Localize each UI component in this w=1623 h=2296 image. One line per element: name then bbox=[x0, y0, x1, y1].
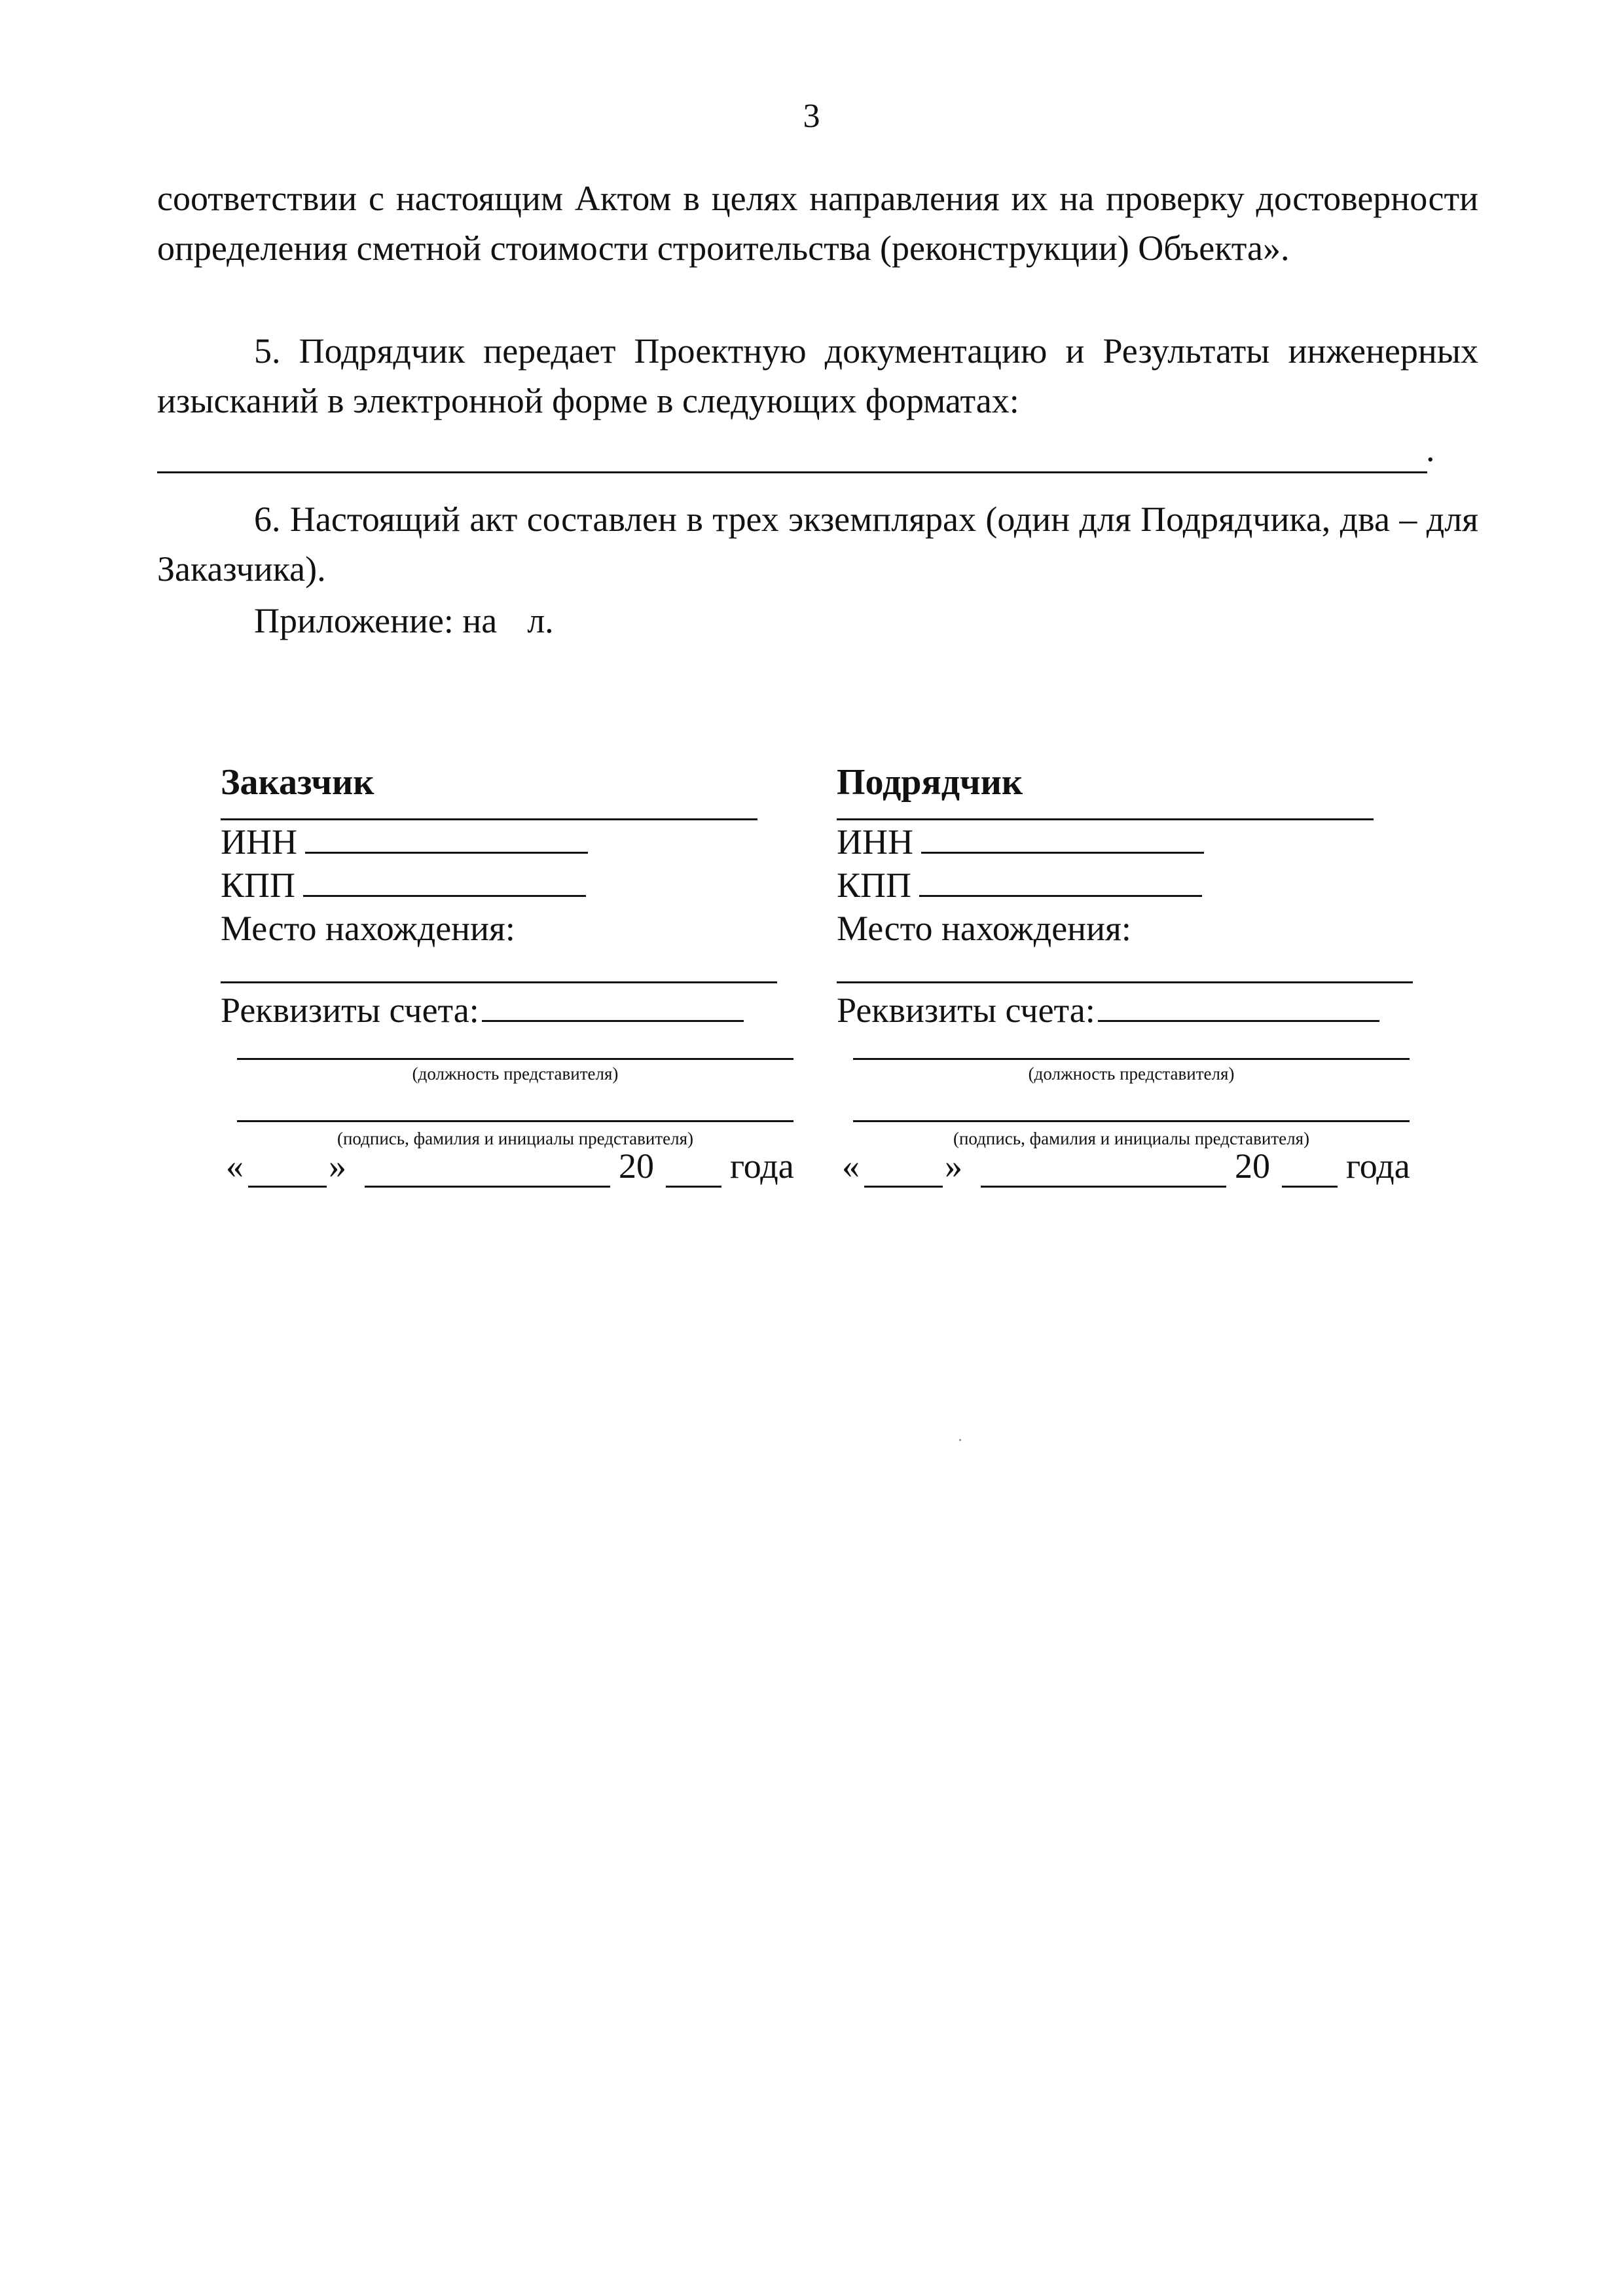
contractor-location-line bbox=[837, 981, 1413, 983]
customer-account-row bbox=[221, 989, 810, 1032]
customer-title: Заказчик bbox=[221, 762, 374, 803]
formats-blank-line bbox=[157, 471, 1427, 473]
paragraph-6: 6. Настоящий акт составлен в трех экземплярах (один для Подрядчика, два – для Заказчика). bbox=[157, 500, 1478, 589]
formats-blank-period: . bbox=[1426, 429, 1435, 469]
contractor-date-open-quote: « bbox=[842, 1146, 860, 1186]
appendix-prefix: Приложение: на bbox=[254, 601, 498, 640]
paragraph-continuation: соответствии с настоящим Актом в целях направления их на проверку достоверности определения сметной стоимости строительства (реконструкции) Объекта». bbox=[157, 179, 1478, 268]
customer-account-line bbox=[482, 991, 744, 1022]
customer-year-suffix: года bbox=[730, 1146, 794, 1186]
customer-inn-row bbox=[221, 820, 810, 864]
customer-kpp-line bbox=[303, 866, 586, 897]
paragraph-5-text: Подрядчик передает Проектную документацию и Результаты инженерных изысканий в электронной форме в следующих форматах: bbox=[157, 331, 1479, 420]
contractor-month-blank bbox=[981, 1159, 1226, 1188]
contractor-kpp-line bbox=[919, 866, 1202, 897]
customer-location-line bbox=[221, 981, 777, 983]
contractor-account-row bbox=[837, 989, 1426, 1032]
contractor-signature-line bbox=[853, 1120, 1410, 1122]
contractor-signature-caption: (подпись, фамилия и инициалы представителя) bbox=[953, 1129, 1309, 1148]
scan-speck bbox=[959, 1439, 961, 1441]
appendix-suffix: л. bbox=[527, 601, 554, 640]
contractor-inn-row bbox=[837, 820, 1426, 864]
contractor-kpp-label: КПП bbox=[837, 866, 912, 905]
contractor-day-blank bbox=[864, 1159, 943, 1188]
customer-signature-caption: (подпись, фамилия и инициалы представителя) bbox=[337, 1129, 693, 1148]
contractor-position-caption: (должность представителя) bbox=[1028, 1064, 1235, 1084]
contractor-inn-label: ИНН bbox=[837, 822, 913, 862]
customer-position-caption: (должность представителя) bbox=[412, 1064, 619, 1084]
customer-month-blank bbox=[365, 1159, 610, 1188]
contractor-account-line bbox=[1098, 991, 1379, 1022]
customer-kpp-label: КПП bbox=[221, 866, 296, 905]
customer-date-row bbox=[226, 1144, 810, 1188]
customer-date-open-quote: « bbox=[226, 1146, 244, 1186]
customer-account-label: Реквизиты счета: bbox=[221, 991, 479, 1030]
customer-date-close-quote: » bbox=[329, 1146, 346, 1186]
contractor-year-suffix: года bbox=[1346, 1146, 1410, 1186]
customer-inn-line bbox=[305, 823, 588, 854]
paragraph-5-number: 5. bbox=[254, 331, 281, 371]
contractor-date-close-quote: » bbox=[945, 1146, 962, 1186]
customer-kpp-row bbox=[221, 864, 810, 907]
page-number: 3 bbox=[803, 98, 820, 135]
customer-year-prefix: 20 bbox=[619, 1146, 654, 1186]
contractor-date-row bbox=[842, 1144, 1426, 1188]
contractor-inn-line bbox=[921, 823, 1204, 854]
customer-day-blank bbox=[248, 1159, 327, 1188]
customer-inn-label: ИНН bbox=[221, 822, 297, 862]
paragraph-5 bbox=[157, 326, 1478, 426]
customer-location-label: Место нахождения: bbox=[221, 909, 515, 948]
contractor-block bbox=[837, 759, 1426, 1188]
contractor-position-line bbox=[853, 1058, 1410, 1060]
contractor-year-prefix: 20 bbox=[1235, 1146, 1270, 1186]
customer-position-line bbox=[237, 1058, 793, 1060]
contractor-location-label: Место нахождения: bbox=[837, 909, 1131, 948]
customer-block bbox=[221, 759, 810, 1188]
contractor-year-blank bbox=[1282, 1159, 1338, 1188]
customer-signature-line bbox=[237, 1120, 793, 1122]
contractor-title: Подрядчик bbox=[837, 762, 1023, 803]
customer-year-blank bbox=[666, 1159, 721, 1188]
appendix-line bbox=[254, 600, 554, 641]
contractor-kpp-row bbox=[837, 864, 1426, 907]
contractor-account-label: Реквизиты счета: bbox=[837, 991, 1095, 1030]
